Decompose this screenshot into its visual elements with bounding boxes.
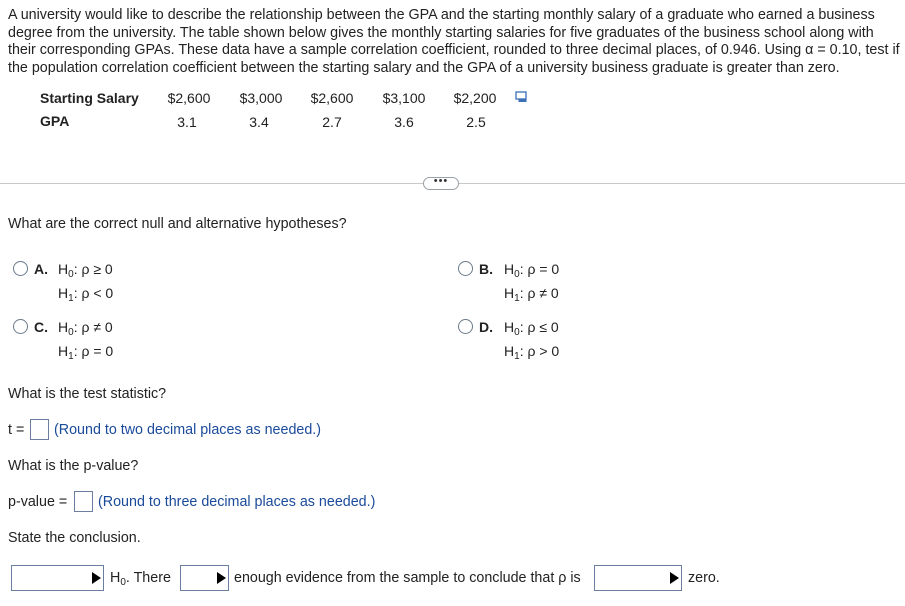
option-b-alt: $H_1$: ρ ≠ 0 xyxy=(504,285,559,304)
chevron-down-icon xyxy=(92,572,101,584)
salary-cell: $3,000 xyxy=(239,90,283,106)
chevron-down-icon xyxy=(670,572,679,584)
t-answer-input[interactable] xyxy=(30,419,49,440)
salary-cell: $2,600 xyxy=(167,90,211,106)
chevron-down-icon xyxy=(217,572,226,584)
option-c-radio[interactable] xyxy=(13,319,28,334)
reject-decision-dropdown[interactable] xyxy=(11,565,104,591)
option-d-radio[interactable] xyxy=(458,319,473,334)
conclusion-question: State the conclusion. xyxy=(8,530,141,546)
gpa-cell: 2.5 xyxy=(466,114,486,130)
gpa-row-label: GPA xyxy=(40,113,70,129)
option-b-letter: B. xyxy=(479,261,493,277)
copy-icon[interactable] xyxy=(515,91,529,103)
option-b-radio[interactable] xyxy=(458,261,473,276)
option-a-alt: $H_1$: ρ < 0 xyxy=(58,285,114,304)
p-value-prefix: p-value = xyxy=(8,494,68,510)
option-a-letter: A. xyxy=(34,261,48,277)
salary-cell: $3,100 xyxy=(382,90,426,106)
expand-button[interactable]: ••• xyxy=(423,177,459,190)
option-c-alt: $H_1$: ρ = 0 xyxy=(58,343,114,362)
gpa-cell: 2.7 xyxy=(322,114,342,130)
zero-text: zero. xyxy=(688,570,720,586)
salary-cell: $2,600 xyxy=(310,90,354,106)
p-value-question: What is the p-value? xyxy=(8,458,139,474)
h0-text: $H_0$. There xyxy=(110,570,171,588)
gpa-cell: 3.4 xyxy=(249,114,269,130)
option-d-null: $H_0$: ρ ≤ 0 xyxy=(504,319,559,338)
option-a-radio[interactable] xyxy=(13,261,28,276)
option-b-null: $H_0$: ρ = 0 xyxy=(504,261,560,280)
test-statistic-question: What is the test statistic? xyxy=(8,386,167,402)
gpa-cell: 3.6 xyxy=(394,114,414,130)
problem-statement: A university would like to describe the relationship between the GPA and the starting monthly salary of a graduate who earned a business degree from the university. The table shown below gives the monthly starting salaries for five graduates of the business school along with their corresponding GPAs. These data have a sample correlation coefficient, rounded to three decimal places, of 0.946. Using α = 0.10, test if the population correlation coefficient between the starting salary and the GPA of a university business graduate is greater than zero. xyxy=(8,7,900,76)
p-value-round-hint: (Round to three decimal places as needed.) xyxy=(98,494,376,510)
option-a-null: $H_0$: ρ ≥ 0 xyxy=(58,261,113,280)
conclusion-text: enough evidence from the sample to conclude that ρ is xyxy=(234,570,581,586)
hypotheses-question: What are the correct null and alternative hypotheses? xyxy=(8,216,347,232)
comparison-dropdown[interactable] xyxy=(594,565,682,591)
salary-row-label: Starting Salary xyxy=(40,90,139,106)
evidence-dropdown[interactable] xyxy=(180,565,229,591)
option-c-null: $H_0$: ρ ≠ 0 xyxy=(58,319,113,338)
p-value-answer-input[interactable] xyxy=(74,491,93,512)
gpa-cell: 3.1 xyxy=(177,114,197,130)
t-round-hint: (Round to two decimal places as needed.) xyxy=(54,422,322,438)
t-prefix: t = xyxy=(8,422,25,438)
salary-cell: $2,200 xyxy=(453,90,497,106)
option-d-letter: D. xyxy=(479,319,493,335)
option-d-alt: $H_1$: ρ > 0 xyxy=(504,343,560,362)
option-c-letter: C. xyxy=(34,319,48,335)
